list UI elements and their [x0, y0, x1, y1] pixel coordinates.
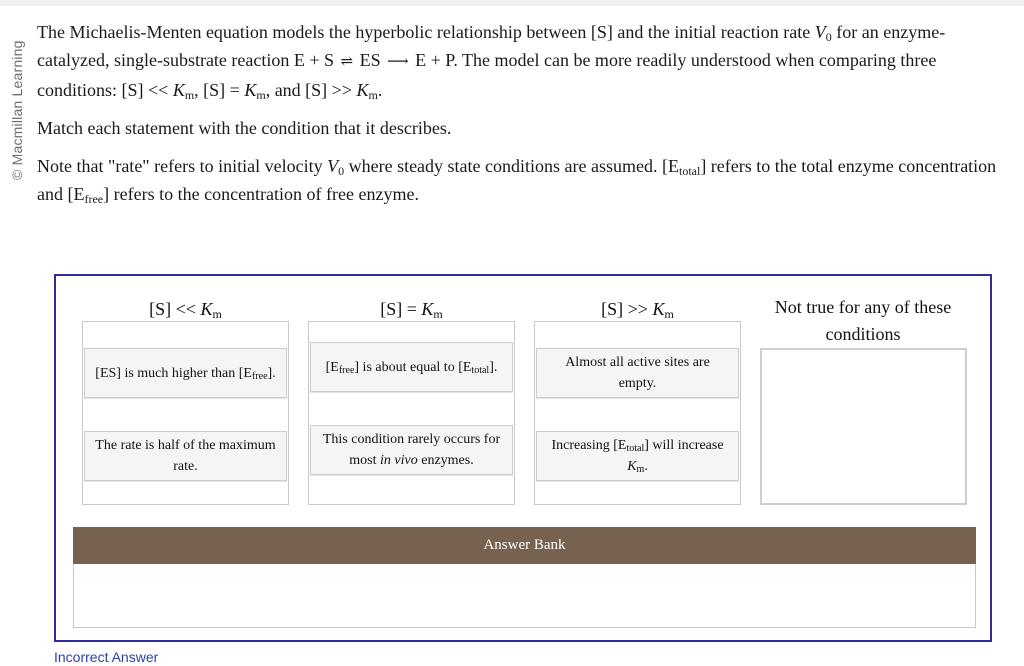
intro-paragraph: The Michaelis-Menten equation models the hyperbolic relationship between [S] and the initial reaction rate $V_0$ for an enzyme-catalyzed, single-substrate reaction E + S ⇌ ES ⟶ E + P. The model can be more readily understood when comparing three conditions: $[S] << K_m$, $[S] = K_m$, and $[S] >> K_m$. — [37, 22, 946, 102]
answer-card-increase-km[interactable]: Increasing $[E_{total}]$ will increase $K_m$. — [536, 431, 739, 481]
answer-card-half-rate[interactable]: The rate is half of the maximum rate. — [84, 431, 287, 481]
answer-card-es-higher[interactable]: [ES] is much higher than $[E_{free}]$. — [84, 348, 287, 398]
answer-bank-header: Answer Bank — [73, 527, 976, 564]
answer-card-rarely-occurs[interactable]: This condition rarely occurs for most in vivo enzymes. — [310, 425, 513, 475]
drop-zone-not-true[interactable] — [760, 348, 967, 505]
drop-zone-s-less-km[interactable] — [82, 321, 289, 505]
top-divider — [0, 0, 1024, 6]
column-header-not-true: Not true for any of these conditions — [774, 297, 952, 344]
column-header-s-less-km: $[S] << K_m$ — [149, 299, 222, 321]
instruction-text: Match each statement with the condition that it describes. — [37, 118, 452, 138]
column-header-s-greater-km: $[S] >> K_m$ — [601, 299, 674, 321]
answer-card-efree-equal[interactable]: $[E_{free}]$ is about equal to $[E_{total}]$. — [310, 342, 513, 392]
feedback-message: Incorrect Answer — [54, 649, 159, 665]
equilibrium-arrow-icon: ⇌ — [340, 54, 354, 70]
drop-zone-s-equal-km[interactable] — [308, 321, 515, 505]
drop-zone-s-greater-km[interactable] — [534, 321, 741, 505]
column-header-s-equal-km: $[S] = K_m$ — [380, 299, 443, 321]
copyright-watermark: © Macmillan Learning — [9, 40, 25, 180]
note-paragraph: Note that "rate" refers to initial velocity $V_0$ where steady state conditions are assumed. $[E_{total}]$ refers to the total enzyme concentration and $[E_{free}]$ refers to the concentration of free enzyme. — [37, 156, 997, 206]
question-text — [37, 18, 997, 208]
forward-arrow-icon: ⟶ — [387, 54, 409, 70]
answer-bank-area[interactable] — [73, 564, 976, 628]
answer-card-empty-sites[interactable]: Almost all active sites are empty. — [536, 348, 739, 398]
